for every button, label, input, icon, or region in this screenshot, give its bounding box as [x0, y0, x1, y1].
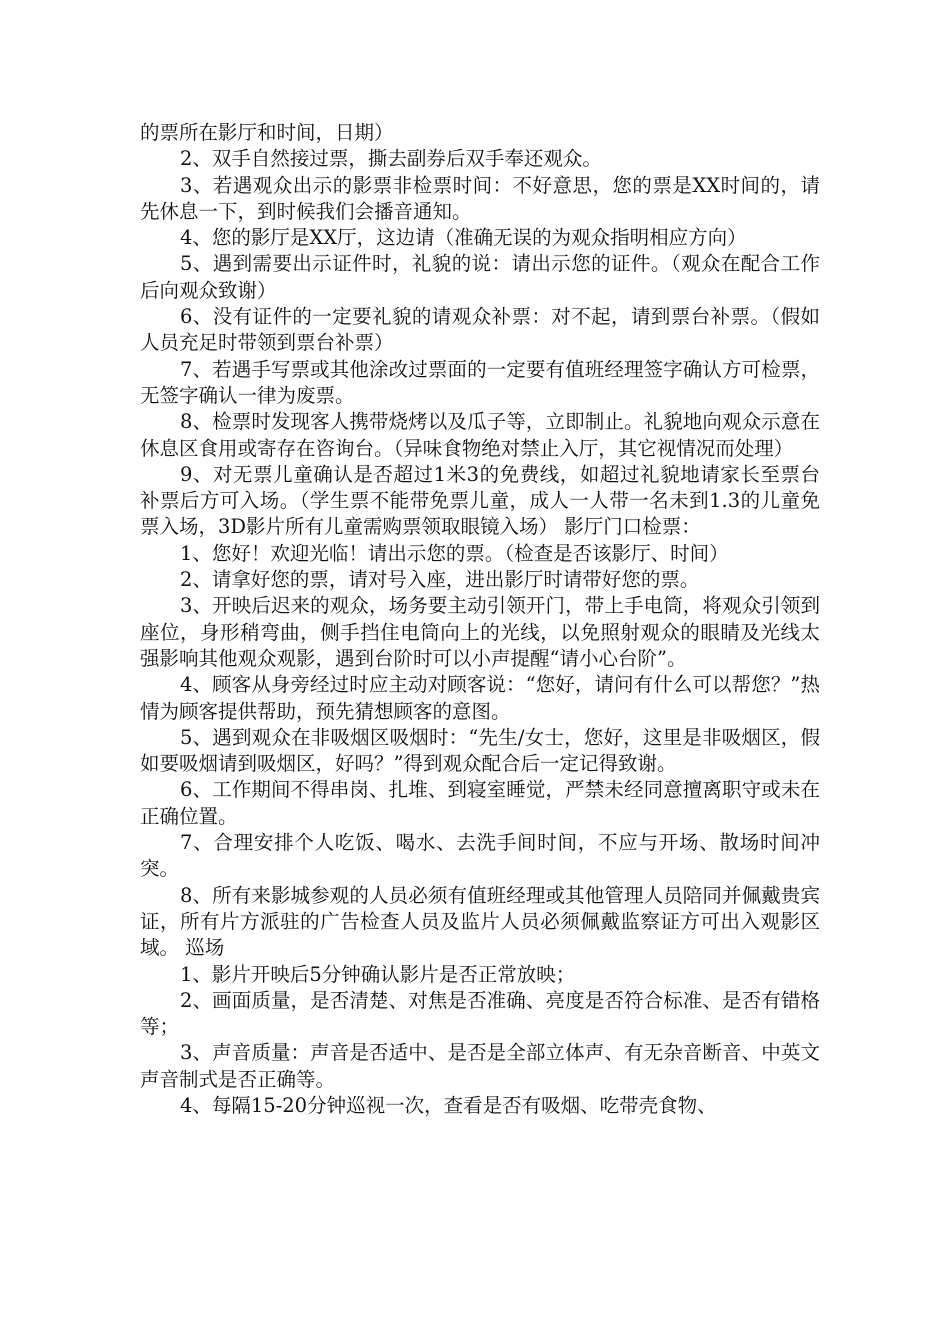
document-body	[140, 120, 820, 1119]
paragraph-hall-door-7: 7、合理安排个人吃饭、喝水、去洗手间时间，不应与开场、散场时间冲突。	[140, 831, 820, 881]
paragraph-patrol-3: 3、声音质量：声音是否适中、是否是全部立体声、有无杂音断音、中英文声音制式是否正确等。	[140, 1041, 820, 1091]
paragraph-checkin-7: 7、若遇手写票或其他涂改过票面的一定要有值班经理签字确认方可检票，无签字确认一律为废票。	[140, 357, 820, 407]
paragraph-hall-door-8: 8、所有来影城参观的人员必须有值班经理或其他管理人员陪同并佩戴贵宾证，所有片方派驻的广告检查人员及监片人员必须佩戴监察证方可出入观影区域。 巡场	[140, 883, 820, 960]
paragraph-checkin-8: 8、检票时发现客人携带烧烤以及瓜子等，立即制止。礼貌地向观众示意在休息区食用或寄存在咨询台。（异味食物绝对禁止入厅，其它视情况而处理）	[140, 410, 820, 460]
paragraph-checkin-2: 2、双手自然接过票，撕去副券后双手奉还观众。	[179, 147, 602, 171]
paragraph-patrol-2: 2、画面质量，是否清楚、对焦是否准确、亮度是否符合标准、是否有错格等；	[140, 988, 820, 1039]
paragraph-patrol-4: 4、每隔15-20分钟巡视一次，查看是否有吸烟、吃带壳食物、	[179, 1093, 717, 1117]
paragraph-hall-door-4: 4、顾客从身旁经过时应主动对顾客说：“您好，请问有什么可以帮您？”热情为顾客提供帮助，预先猜想顾客的意图。	[140, 673, 820, 723]
paragraph-checkin-3: 3、若遇观众出示的影票非检票时间：不好意思，您的票是XX时间的，请先休息一下，到时候我们会播音通知。	[140, 173, 820, 223]
paragraph-continuation: 的票所在影厅和时间，日期）	[140, 121, 394, 144]
paragraph-hall-door-1: 1、您好！欢迎光临！请出示您的票。（检查是否该影厅、时间）	[179, 541, 729, 565]
paragraph-hall-door-6: 6、工作期间不得串岗、扎堆、到寝室睡觉，严禁未经同意擅离职守或未在正确位置。	[140, 778, 820, 828]
paragraph-hall-door-3: 3、开映后迟来的观众，场务要主动引领开门，带上手电筒，将观众引领到座位，身形稍弯曲，侧手挡住电筒向上的光线，以免照射观众的眼睛及光线太强影响其他观众观影，遇到台阶时可以小声提醒“请小心台阶”。	[140, 594, 820, 670]
paragraph-checkin-4: 4、您的影厅是XX厅，这边请（准确无误的为观众指明相应方向）	[179, 226, 747, 250]
paragraph-checkin-5: 5、遇到需要出示证件时，礼貌的说：请出示您的证件。（观众在配合工作后向观众致谢）	[140, 252, 820, 302]
paragraph-hall-door-2: 2、请拿好您的票，请对号入座，进出影厅时请带好您的票。	[179, 568, 700, 592]
paragraph-checkin-9: 9、对无票儿童确认是否超过1米3的免费线，如超过礼貌地请家长至票台补票后方可入场。（学生票不能带免票儿童，成人一人带一名未到1.3的儿童免票入场，3D影片所有儿童需购票领取眼镜入场） 影厅门口检票：	[140, 462, 820, 539]
paragraph-checkin-6: 6、没有证件的一定要礼貌的请观众补票：对不起，请到票台补票。（假如人员充足时带领到票台补票）	[140, 305, 820, 355]
paragraph-patrol-1: 1、影片开映后5分钟确认影片是否正常放映；	[179, 962, 576, 986]
paragraph-hall-door-5: 5、遇到观众在非吸烟区吸烟时：“先生/女士，您好，这里是非吸烟区，假如要吸烟请到吸烟区，好吗？”得到观众配合后一定记得致谢。	[140, 725, 820, 776]
